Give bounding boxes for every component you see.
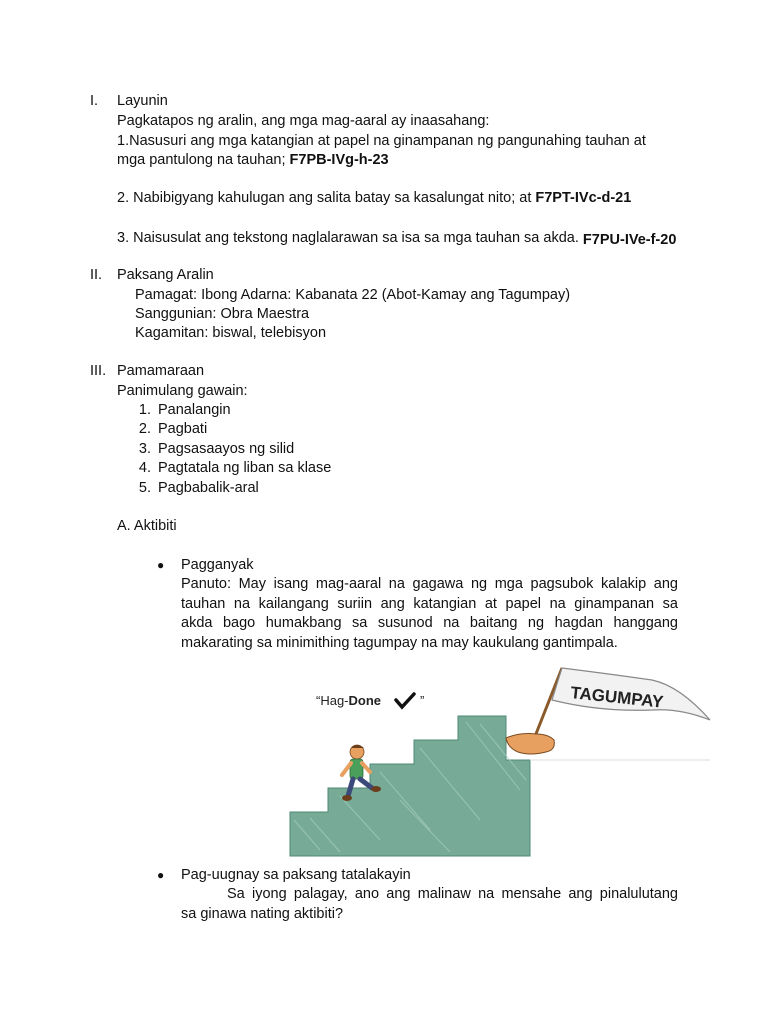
- section-3-numeral: III.: [90, 363, 107, 379]
- panuto-line: akda bago humakbang sa susunod na baitang ng hagdan hanggang: [181, 615, 678, 631]
- section-2-numeral: II.: [90, 267, 103, 283]
- pamagat: Pamagat: Ibong Adarna: Kabanata 22 (Abot-Kamay ang Tagumpay): [135, 287, 571, 303]
- bullet-icon: ●: [157, 558, 165, 572]
- step-item: Panalangin: [158, 402, 231, 418]
- panuto-line: Panuto: May isang mag-aaral na gagawa ng mga pagsubok kalakip ang: [181, 576, 678, 592]
- step-item: Pagbati: [158, 421, 208, 437]
- hand-flag: [506, 668, 710, 754]
- step-number: 4.: [138, 460, 151, 476]
- flag-text: TAGUMPAY: [569, 683, 665, 712]
- pag-uugnay-line: sa ginawa nating aktibiti?: [181, 906, 344, 922]
- pagganyak-title: Pagganyak: [181, 557, 254, 573]
- objective-1-code: F7PB-IVg-h-23: [289, 152, 389, 168]
- step-number: 5.: [138, 480, 151, 496]
- step-number: 1.: [138, 402, 151, 418]
- section-1-numeral: I.: [90, 93, 99, 109]
- kagamitan: Kagamitan: biswal, telebisyon: [135, 325, 327, 341]
- aktibiti-heading: A. Aktibiti: [117, 518, 177, 534]
- pag-uugnay-line: Sa iyong palagay, ano ang malinaw na mensahe ang pinalulutang: [227, 886, 678, 902]
- objective-1-line-2: [117, 151, 389, 170]
- step-item: Pagsasaayos ng silid: [158, 441, 295, 457]
- step-item: Pagtatala ng liban sa klase: [158, 460, 332, 476]
- stairs-illustration: [280, 660, 720, 860]
- objective-1-line-1: 1.Nasusuri ang mga katangian at papel na ginampanan ng pangunahing tauhan at: [117, 133, 646, 149]
- objectives-intro: Pagkatapos ng aralin, ang mga mag-aaral ay inaasahang:: [117, 113, 490, 129]
- figure-caption-close: ”: [420, 693, 425, 708]
- panimulang-gawain: Panimulang gawain:: [117, 383, 248, 399]
- objective-2-code: F7PT-IVc-d-21: [535, 190, 632, 206]
- step-item: Pagbabalik-aral: [158, 480, 259, 496]
- objective-2-text: 2. Nabibigyang kahulugan ang salita batay sa kasalungat nito; at: [117, 190, 532, 206]
- step-number: 3.: [138, 441, 151, 457]
- panuto-line: makarating sa minimithing tagumpay na may kaukulang gantimpala.: [181, 635, 618, 651]
- bullet-icon: ●: [157, 868, 165, 882]
- panuto-line: tauhan na kailangang suriin ang katangian at papel na ginampanan sa: [181, 596, 678, 612]
- objective-1-text: mga pantulong na tauhan;: [117, 152, 286, 168]
- section-3-heading: Pamamaraan: [117, 363, 205, 379]
- checkmark-icon: [396, 694, 414, 707]
- sanggunian: Sanggunian: Obra Maestra: [135, 306, 310, 322]
- section-2-heading: Paksang Aralin: [117, 267, 214, 283]
- pag-uugnay-title: Pag-uugnay sa paksang tatalakayin: [181, 867, 411, 883]
- section-1-heading: Layunin: [117, 93, 168, 109]
- objective-2: [117, 189, 631, 208]
- objective-3-code: F7PU-IVe-f-20: [582, 232, 677, 248]
- figure-caption: “Hag-Done: [316, 693, 382, 708]
- step-number: 2.: [138, 421, 151, 437]
- objective-3-text: 3. Naisusulat ang tekstong naglalarawan sa isa sa mga tauhan sa akda.: [117, 230, 579, 246]
- stairs: [290, 716, 530, 856]
- objective-3: [117, 229, 676, 248]
